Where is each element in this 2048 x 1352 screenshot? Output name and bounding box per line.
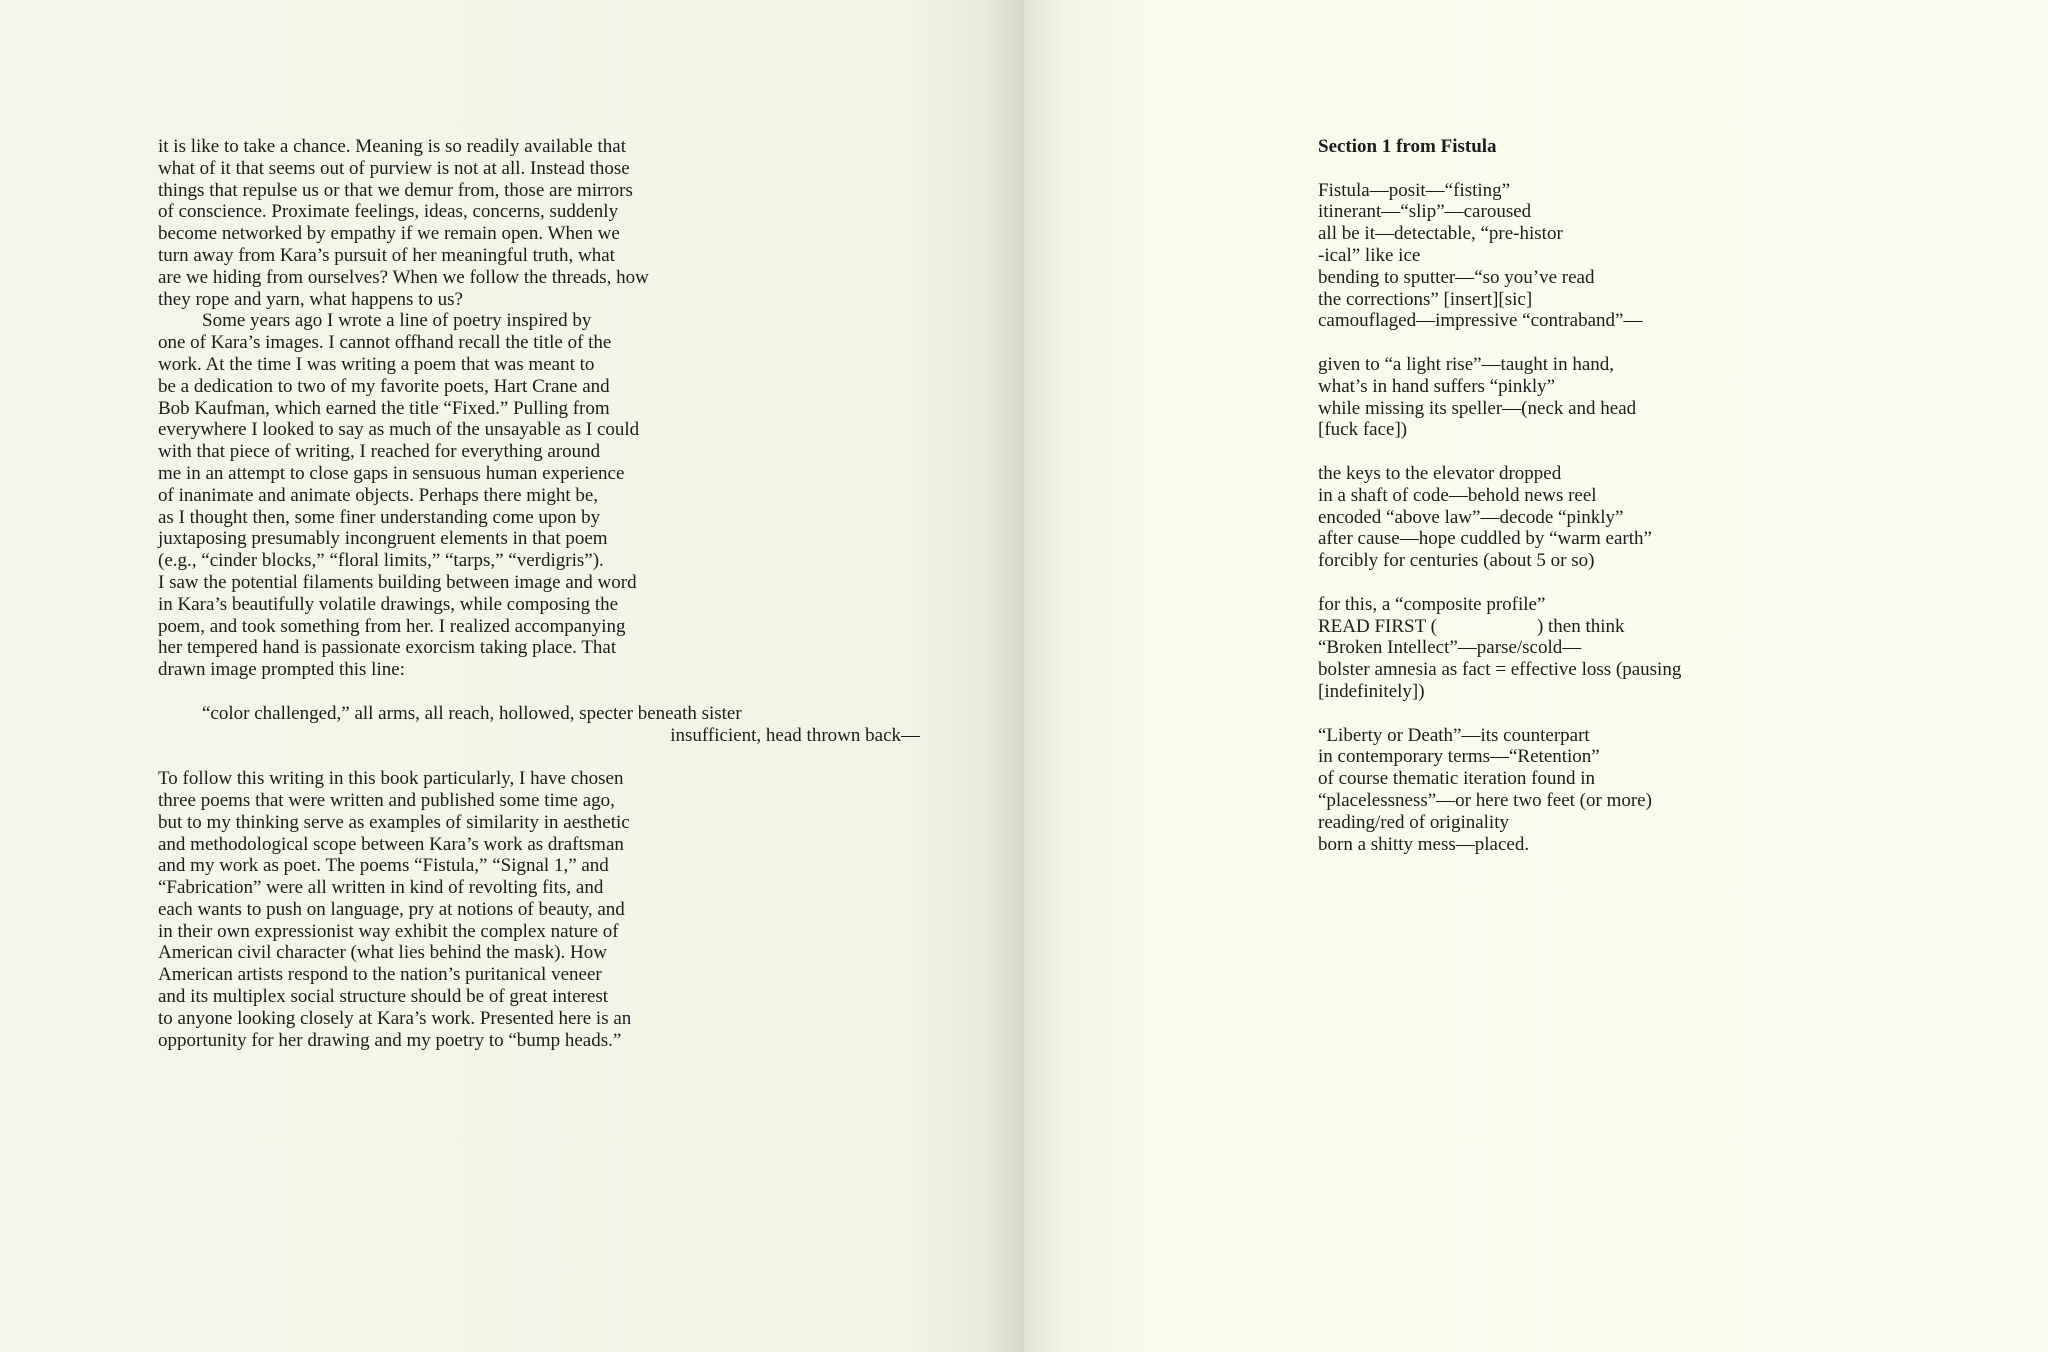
poem-line: the keys to the elevator dropped bbox=[1318, 462, 1562, 484]
poem-line: itinerant—“slip”—caroused bbox=[1318, 201, 1532, 223]
text-line: one of Kara’s images. I cannot offhand recall the title of the bbox=[158, 332, 612, 354]
text-line: American civil character (what lies behind the mask). How bbox=[158, 942, 607, 964]
text-line: they rope and yarn, what happens to us? bbox=[158, 288, 463, 310]
text-line: To follow this writing in this book particularly, I have chosen bbox=[158, 768, 624, 790]
spacer bbox=[1318, 572, 1878, 594]
read-first-text: READ FIRST ( bbox=[1318, 615, 1437, 637]
text-line: what of it that seems out of purview is not at all. Instead those bbox=[158, 157, 630, 179]
text-line: everywhere I looked to say as much of the unsayable as I could bbox=[158, 419, 640, 441]
text-line: of inanimate and animate objects. Perhaps there might be, bbox=[158, 484, 599, 506]
block-quote bbox=[158, 703, 920, 747]
text-line: and methodological scope between Kara’s work as draftsman bbox=[158, 833, 624, 855]
poem-line: given to “a light rise”—taught in hand, bbox=[1318, 353, 1615, 375]
spacer bbox=[1318, 332, 1878, 354]
poem-line: “placelessness”—or here two feet (or more) bbox=[1318, 789, 1652, 811]
poem-title: Section 1 from Fistula bbox=[1318, 136, 1497, 157]
then-think-text: ) then think bbox=[1536, 615, 1625, 637]
poem-line: encoded “above law”—decode “pinkly” bbox=[1318, 506, 1624, 528]
text-line: and my work as poet. The poems “Fistula,” “Signal 1,” and bbox=[158, 855, 609, 877]
poem-line: forcibly for centuries (about 5 or so) bbox=[1318, 550, 1595, 572]
paragraph-3 bbox=[158, 768, 938, 1051]
stanza-2 bbox=[1318, 354, 1878, 441]
poem-line: reading/red of originality bbox=[1318, 811, 1509, 833]
text-line: things that repulse us or that we demur from, those are mirrors bbox=[158, 179, 633, 201]
poem-line: while missing its speller—(neck and head bbox=[1318, 397, 1637, 419]
paragraph-1 bbox=[158, 136, 938, 310]
poem-line: bending to sputter—“so you’ve read bbox=[1318, 266, 1595, 288]
text-line: me in an attempt to close gaps in sensuous human experience bbox=[158, 462, 625, 484]
text-line: be a dedication to two of my favorite poets, Hart Crane and bbox=[158, 375, 610, 397]
poem-line: “Broken Intellect”—parse/scold— bbox=[1318, 637, 1582, 659]
poem-line: in contemporary terms—“Retention” bbox=[1318, 746, 1600, 768]
poem-line: the corrections” [insert][sic] bbox=[1318, 288, 1533, 310]
text-line: work. At the time I was writing a poem that was meant to bbox=[158, 353, 595, 375]
essay-text bbox=[158, 136, 938, 1051]
text-line: I saw the potential filaments building between image and word bbox=[158, 571, 637, 593]
text-line: in their own expressionist way exhibit the complex nature of bbox=[158, 920, 619, 942]
poem-line: “Liberty or Death”—its counterpart bbox=[1318, 724, 1590, 746]
poem-line: all be it—detectable, “pre-histor bbox=[1318, 223, 1563, 245]
stanza-4 bbox=[1318, 594, 1878, 703]
spacer bbox=[158, 746, 938, 768]
poem-line: after cause—hope cuddled by “warm earth” bbox=[1318, 528, 1652, 550]
quote-line: “color challenged,” all arms, all reach, hollowed, specter beneath sister bbox=[202, 702, 742, 724]
poem-line-read-first bbox=[1318, 616, 1878, 638]
text-line: but to my thinking serve as examples of similarity in aesthetic bbox=[158, 811, 630, 833]
stanza-3 bbox=[1318, 463, 1878, 572]
spacer bbox=[1318, 158, 1878, 180]
poem-line: [indefinitely]) bbox=[1318, 680, 1425, 702]
poem-line: -ical” like ice bbox=[1318, 244, 1421, 266]
text-line: of conscience. Proximate feelings, ideas, concerns, suddenly bbox=[158, 201, 619, 223]
text-line: are we hiding from ourselves? When we follow the threads, how bbox=[158, 266, 649, 288]
text-line: in Kara’s beautifully volatile drawings, while composing the bbox=[158, 593, 619, 615]
text-line: Bob Kaufman, which earned the title “Fixed.” Pulling from bbox=[158, 397, 610, 419]
text-line: as I thought then, some finer understanding come upon by bbox=[158, 506, 601, 528]
text-line: become networked by empathy if we remain open. When we bbox=[158, 223, 620, 245]
text-line: her tempered hand is passionate exorcism taking place. That bbox=[158, 637, 617, 659]
quote-line: insufficient, head thrown back— bbox=[670, 724, 920, 746]
text-line: three poems that were written and published some time ago, bbox=[158, 789, 615, 811]
text-line: drawn image prompted this line: bbox=[158, 659, 405, 681]
spacer bbox=[158, 681, 938, 703]
text-line: American artists respond to the nation’s puritanical veneer bbox=[158, 964, 602, 986]
text-line: each wants to push on language, pry at notions of beauty, and bbox=[158, 898, 625, 920]
text-line: turn away from Kara’s pursuit of her meaningful truth, what bbox=[158, 244, 615, 266]
text-line: (e.g., “cinder blocks,” “floral limits,” “tarps,” “verdigris”). bbox=[158, 550, 604, 572]
text-line: and its multiplex social structure should be of great interest bbox=[158, 986, 609, 1008]
poem-line: Fistula—posit—“fisting” bbox=[1318, 179, 1511, 201]
text-line: juxtaposing presumably incongruent elements in that poem bbox=[158, 528, 608, 550]
spacer bbox=[1318, 441, 1878, 463]
poem-line: of course thematic iteration found in bbox=[1318, 768, 1595, 790]
text-line: “Fabrication” were all written in kind of revolting fits, and bbox=[158, 877, 604, 899]
poem-line: [fuck face]) bbox=[1318, 419, 1408, 441]
paragraph-2 bbox=[158, 310, 938, 681]
poem bbox=[1318, 136, 1878, 855]
text-line: it is like to take a chance. Meaning is so readily available that bbox=[158, 136, 626, 157]
poem-line: bolster amnesia as fact = effective loss (pausing bbox=[1318, 659, 1682, 681]
poem-line: for this, a “composite profile” bbox=[1318, 593, 1546, 615]
stanza-1 bbox=[1318, 180, 1878, 333]
text-line: Some years ago I wrote a line of poetry inspired by bbox=[202, 310, 592, 332]
text-line: poem, and took something from her. I realized accompanying bbox=[158, 615, 626, 637]
poem-line: in a shaft of code—behold news reel bbox=[1318, 484, 1597, 506]
text-line: to anyone looking closely at Kara’s work. Presented here is an bbox=[158, 1007, 632, 1029]
poem-line: what’s in hand suffers “pinkly” bbox=[1318, 375, 1556, 397]
right-page bbox=[1024, 0, 2048, 1352]
stanza-5 bbox=[1318, 725, 1878, 856]
spacer bbox=[1318, 703, 1878, 725]
text-line: with that piece of writing, I reached for everything around bbox=[158, 441, 601, 463]
text-line: opportunity for her drawing and my poetry to “bump heads.” bbox=[158, 1029, 622, 1051]
poem-line: camouflaged—impressive “contraband”— bbox=[1318, 310, 1643, 332]
poem-line: born a shitty mess—placed. bbox=[1318, 833, 1530, 855]
